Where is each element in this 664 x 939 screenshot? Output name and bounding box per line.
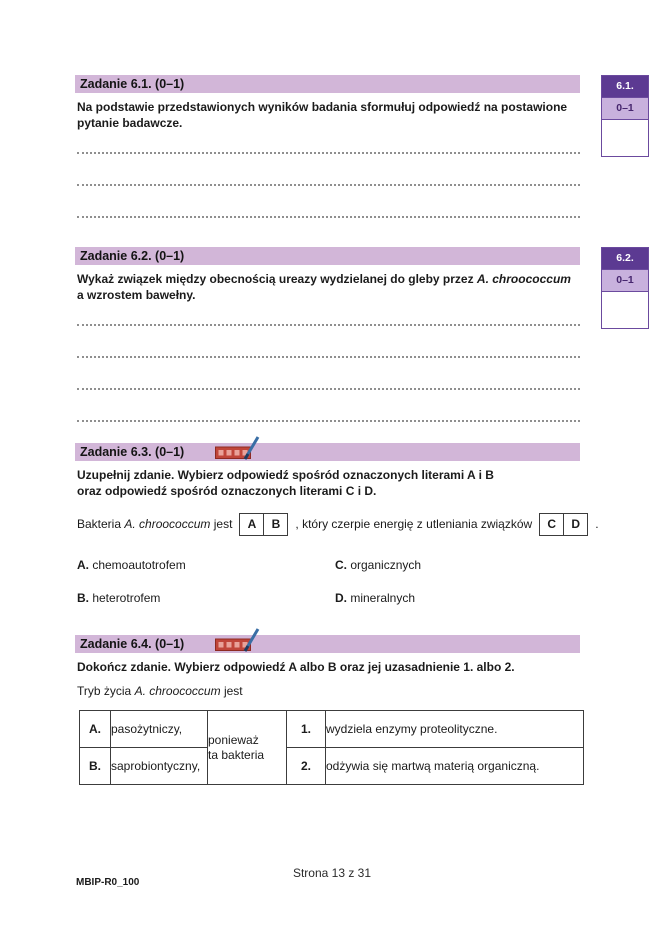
task-6-3-sentence: Bakteria A. chroococcum jest A B , który czerpie energię z utleniania związków C D . xyxy=(77,513,580,536)
score-box-6-2 xyxy=(601,247,649,329)
exam-sheet-code: MBIP-R0_100 xyxy=(76,877,140,888)
reason-number-2[interactable]: 2. xyxy=(287,748,326,785)
task-6-1 xyxy=(75,75,580,218)
task-6-2-header xyxy=(75,247,580,265)
task-6-3 xyxy=(75,443,599,605)
answer-line[interactable] xyxy=(77,390,580,422)
task-6-3-instruction xyxy=(77,467,580,499)
choice-box-ab xyxy=(239,513,288,536)
answer-line[interactable] xyxy=(77,131,580,154)
task-6-1-instruction xyxy=(77,99,580,131)
answer-card-pen-icon xyxy=(215,627,261,654)
option-d: D. mineralnych xyxy=(335,591,416,605)
answer-letter-a[interactable]: A. xyxy=(80,711,111,748)
connector-cell: ponieważ ta bakteria xyxy=(208,711,287,785)
task-6-3-title: Zadanie 6.3. (0–1) xyxy=(80,445,185,459)
reason-text-1: wydziela enzymy proteolityczne. xyxy=(326,711,584,748)
task-6-3-header xyxy=(75,443,580,461)
answer-line[interactable] xyxy=(77,303,580,326)
score-box-range: 0–1 xyxy=(602,97,648,120)
instruction-line: pytanie badawcze. xyxy=(77,116,183,130)
task-6-2-title: Zadanie 6.2. (0–1) xyxy=(80,249,185,263)
score-box-6-1 xyxy=(601,75,649,157)
table-row xyxy=(80,711,584,748)
answer-line[interactable] xyxy=(77,358,580,390)
instruction-line: Wykaż związek między obecnością ureazy wydzielanej do gleby przez A. chroococcum xyxy=(77,272,571,286)
task-6-4-instruction xyxy=(77,659,580,675)
task-6-4-header xyxy=(75,635,580,653)
species-name: A. chroococcum xyxy=(476,272,571,286)
score-box-empty-cell xyxy=(602,120,648,156)
instruction-line: Dokończ zdanie. Wybierz odpowiedź A albo B oraz jej uzasadnienie 1. albo 2. xyxy=(77,660,515,674)
task-6-2-answer-area xyxy=(77,303,580,422)
task-6-4 xyxy=(75,635,580,785)
choice-option-a[interactable]: A xyxy=(247,517,257,531)
score-box-task-id: 6.2. xyxy=(602,248,648,269)
reason-number-1[interactable]: 1. xyxy=(287,711,326,748)
answer-line[interactable] xyxy=(77,154,580,186)
choice-option-b[interactable]: B xyxy=(263,514,287,535)
task-6-4-answer-table xyxy=(79,710,584,785)
instruction-line: Na podstawie przedstawionych wyników badania sformułuj odpowiedź na postawione xyxy=(77,100,568,114)
task-6-4-title: Zadanie 6.4. (0–1) xyxy=(80,637,185,651)
reason-text-2: odżywia się martwą materią organiczną. xyxy=(326,748,584,785)
answer-line[interactable] xyxy=(77,326,580,358)
table-row xyxy=(80,748,584,785)
option-a: A. chemoautotrofem xyxy=(77,558,186,572)
task-6-4-stem: Tryb życia A. chroococcum jest xyxy=(77,684,243,698)
choice-option-c[interactable]: C xyxy=(547,517,557,531)
option-c: C. organicznych xyxy=(335,558,422,572)
task-6-2-instruction xyxy=(77,271,580,303)
task-6-3-options xyxy=(77,558,580,605)
answer-text-b: saprobiontyczny, xyxy=(111,748,208,785)
answer-text-a: pasożytniczy, xyxy=(111,711,208,748)
score-box-empty-cell xyxy=(602,292,648,328)
choice-option-d[interactable]: D xyxy=(563,514,587,535)
task-6-1-title: Zadanie 6.1. (0–1) xyxy=(80,77,185,91)
instruction-line: oraz odpowiedź spośród oznaczonych literami C i D. xyxy=(77,484,377,498)
species-name: A. chroococcum xyxy=(124,517,211,531)
answer-line[interactable] xyxy=(77,186,580,218)
choice-box-cd xyxy=(539,513,588,536)
answer-card-pen-icon xyxy=(215,435,261,462)
task-6-1-header xyxy=(75,75,580,93)
score-box-range: 0–1 xyxy=(602,269,648,292)
instruction-line: a wzrostem bawełny. xyxy=(77,288,196,302)
option-b: B. heterotrofem xyxy=(77,591,161,605)
answer-letter-b[interactable]: B. xyxy=(80,748,111,785)
species-name: A. chroococcum xyxy=(134,684,221,698)
task-6-2 xyxy=(75,247,580,422)
instruction-line: Uzupełnij zdanie. Wybierz odpowiedź spośród oznaczonych literami A i B xyxy=(77,468,494,482)
page-number: Strona 13 z 31 xyxy=(292,866,372,880)
score-box-task-id: 6.1. xyxy=(602,76,648,97)
task-6-1-answer-area xyxy=(77,131,580,218)
